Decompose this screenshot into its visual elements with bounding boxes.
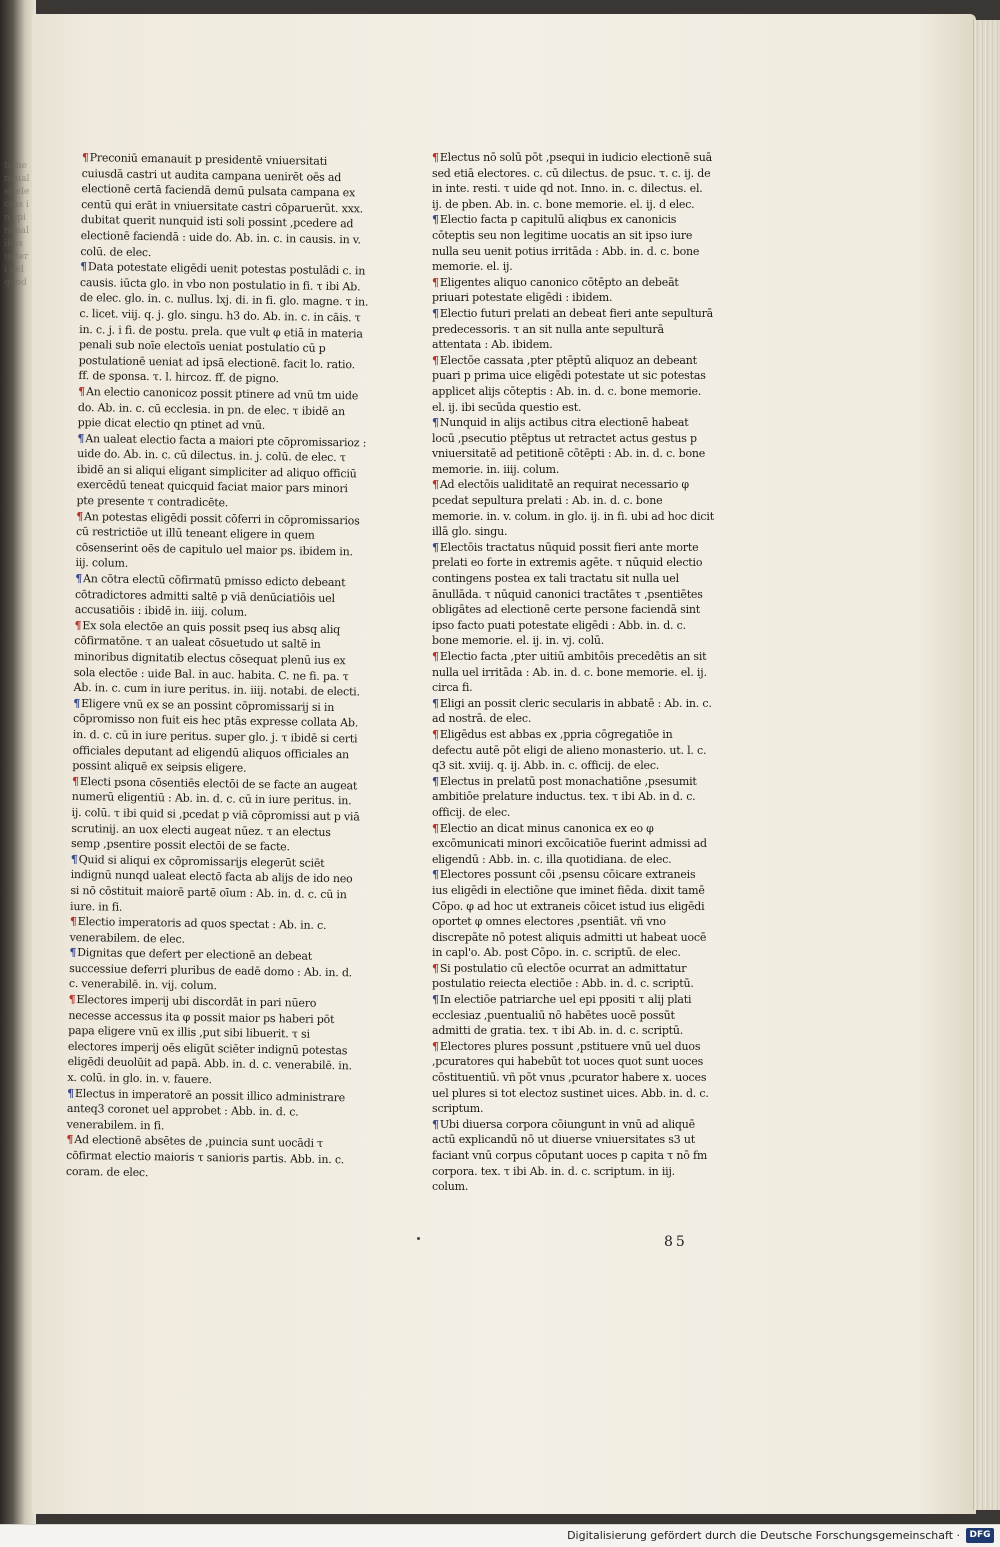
paragraph-mark-icon: ¶ bbox=[432, 774, 439, 788]
folio-number: 85 bbox=[664, 1234, 688, 1250]
entry-text: An potestas eligēdi possit cōferri in cōpromissarios cū restrictiōe ut illū teneant eligere in quem cōsenserint oēs de capitulo uel maior ps. ibidem in. iij. colum. bbox=[75, 509, 360, 571]
entry-text: Ubi diuersa corpora cōiungunt in vnū ad aliquē actū explicandū nō ut diuerse vniuersitates s3 ut faciant vnū corpus cōputant uoces p capita τ nō fm corpora. tex. τ ibi Ab. in. d. c. scriptum. in iij. colum. bbox=[432, 1117, 708, 1194]
paragraph-mark-icon: ¶ bbox=[432, 306, 439, 320]
entry-text: Electōe cassata ,pter ptēptū aliquoz an debeant puari p prima uice eligēdi potestate ut sic potestas applicet alijs cōteptis : Ab. in. d. c. bone memorie. el. ij. ibi secūda questio est. bbox=[432, 353, 706, 414]
text-entry bbox=[69, 945, 360, 996]
paragraph-mark-icon: ¶ bbox=[432, 353, 439, 367]
entry-text: Eligere vnū ex se an possint cōpromissarij si in cōpromisso non fuit eis hec ptās expresse collata Ab. in. d. c. cū in iure peritus. super glo. j. τ ibidē si certi officiales deputant ad eligendū aliquos officiales an possint aliquē ex seipsis eligere. bbox=[72, 696, 359, 775]
text-entry bbox=[76, 431, 367, 514]
digitization-footer bbox=[0, 1524, 1000, 1547]
paragraph-mark-icon: ¶ bbox=[432, 696, 439, 710]
text-entry bbox=[432, 821, 714, 868]
paragraph-mark-icon: ¶ bbox=[66, 1133, 74, 1147]
entry-text: Ex sola electōe an quis possit pseq ius absq aliq cōfirmatōne. τ an ualeat cōsuetudo ut saltē in minoribus dignitatib electus cōsequat plenū ius ex sola electōe : uide Bal. in auc. habita. C. ne fi. pa. τ Ab. in. c. cum in iure peritus. in. iiij. notabi. de electi. bbox=[73, 618, 360, 699]
text-entry bbox=[432, 415, 714, 477]
entry-text: Electio facta ,pter uitiū ambitōis precedētis an sit nulla uel irritāda : Ab. in. d. c. bone memorie. el. ij. circa fi. bbox=[432, 650, 707, 695]
entry-text: Electio facta p capitulū aliqbus ex canonicis cōteptis seu non legitime uocatis an sit ipso iure nulla seu uenit potius irritāda : Abb. in. d. c. bone memorie. el. ij. bbox=[432, 213, 700, 274]
text-entry bbox=[432, 867, 714, 961]
entry-text: Si postulatio cū electōe ocurrat an admittatur postulatio reiecta electiōe : Abb. in. d. c. scriptū. bbox=[432, 961, 694, 991]
paragraph-mark-icon: ¶ bbox=[432, 540, 439, 554]
paragraph-mark-icon: ¶ bbox=[69, 914, 77, 929]
entry-text: Eligentes aliquo canonico cōtēpto an debeāt priuari potestate eligēdi : ibidem. bbox=[432, 275, 679, 305]
paragraph-mark-icon: ¶ bbox=[76, 509, 84, 523]
text-entry bbox=[432, 150, 714, 212]
entry-text: An cōtra electū cōfirmatū pmisso edicto debeant cōtradictores admitti saltē p viā denūciatiōis uel accusatiōis : ibidē in. iiij. colum. bbox=[74, 572, 346, 619]
paragraph-mark-icon: ¶ bbox=[71, 774, 79, 788]
paragraph-mark-icon: ¶ bbox=[78, 384, 86, 398]
entry-text: Eligēdus est abbas ex ,ppria cōgregatiōe in defectu autē pōt eligi de alieno monasterio. ut. l. c. q3 sit. xviij. q. ij. Abb. in. c. officij. de elec. bbox=[432, 727, 707, 773]
paragraph-mark-icon: ¶ bbox=[81, 150, 89, 165]
text-entry bbox=[432, 353, 714, 415]
entry-text: Electus nō solū pōt ,psequi in iudicio electionē suā sed etiā electores. c. cū dilectus. de psuc. τ. c. ij. de in inte. resti. τ uide qd not. Inno. in. c. dilectus. el. ij. de pben. Ab. in. c. bone memorie. el. ij. d elec. bbox=[432, 151, 712, 211]
entry-text: Ad electōis ualiditatē an requirat necessario φ pcedat sepultura prelati : Ab. in. d. c. bone memorie. in. v. colum. in glo. ij. in fi. ubi ad hoc dicit illā glo. singu. bbox=[432, 478, 714, 539]
entry-text: Electus in prelatū post monachatiōne ,psesumit ambitiōe prelature inductus. tex. τ ibi Ab. in d. c. officij. de elec. bbox=[432, 774, 697, 819]
paragraph-mark-icon: ¶ bbox=[432, 993, 439, 1007]
paragraph-mark-icon: ¶ bbox=[432, 478, 439, 492]
paragraph-mark-icon: ¶ bbox=[432, 213, 439, 227]
text-entry bbox=[432, 774, 714, 821]
paragraph-mark-icon: ¶ bbox=[432, 868, 439, 882]
paragraph-mark-icon: ¶ bbox=[432, 275, 439, 289]
paragraph-mark-icon: ¶ bbox=[432, 1039, 439, 1053]
entry-text: Eligi an possit cleric secularis in abbatē : Ab. in. c. ad nostrā. de elec. bbox=[432, 696, 712, 726]
entry-text: An electio canonicoz possit ptinere ad vnū tm uide do. Ab. in. c. cū ecclesia. in pn. de elec. τ ibidē an ppie dicat electio qn ptinet ad vnū. bbox=[77, 384, 359, 433]
text-entry bbox=[66, 1132, 357, 1183]
paragraph-mark-icon: ¶ bbox=[67, 1086, 75, 1100]
text-entry bbox=[72, 696, 363, 779]
entry-text: An ualeat electio facta a maiori pte cōpromissarioz : uide do. Ab. in. c. cū dilectus. in. j. colū. de elec. τ ibidē an si aliqui eligant simpliciter ad aliquo officiū exercēdū teneat quicquid faciat maior pars minori pte presente τ contradicēte. bbox=[76, 431, 367, 510]
footer-credit: Digitalisierung gefördert durch die Deutsche Forschungsgemeinschaft · bbox=[567, 1529, 960, 1542]
entry-text: Data potestate eligēdi uenit potestas postulādi c. in causis. iūcta glo. in vbo non postulatio in fi. τ ibi Ab. de elec. glo. in. c. nullus. lxj. di. in fi. glo. magne. τ in. c. licet. viij. q. j. glo. singu. h3 do. Ab. in. c. in cāis. τ in. c. j. i fi. de postu. prela. que vult φ etiā in materia penali sub noīe electoīs ueniat postulatio cū p postulationē ueniat ad ipsā electionē. facit lo. ratio. ff. de sponsa. τ. l. hircoz. ff. de pigno. bbox=[78, 260, 369, 386]
text-entry bbox=[73, 618, 364, 701]
entry-text: Nunquid in alijs actibus citra electionē habeat locū ,psecutio ptēptus ut retractet actus gestus p vniuersitatē ad petitionē cōtēpti : Ab. in. d. c. bone memorie. in. iiij. colum. bbox=[432, 416, 706, 476]
entry-text: Electi psona cōsentiēs electōi de se facte an augeat numerū eligentiū : Ab. in. d. c. cū in iure peritus. in. ij. colū. τ ibi quid si ,pcedat p viā cōpromissi aut p viā scrutinij. an uox electi augeat nūez. τ an electus semp ,psentire possit electōi de se facte. bbox=[71, 774, 360, 854]
entry-text: Electio an dicat minus canonica ex eo φ excōmunicati minori excōicatiōe fuerint admissi ad eligendū : Abb. in. c. illa quotidiana. de elec. bbox=[432, 821, 707, 866]
signature-mark bbox=[417, 1237, 420, 1240]
paragraph-mark-icon: ¶ bbox=[75, 571, 83, 586]
text-entry bbox=[67, 1086, 358, 1137]
paragraph-mark-icon: ¶ bbox=[74, 618, 82, 632]
paragraph-mark-icon: ¶ bbox=[432, 1117, 439, 1131]
left-text-column bbox=[66, 150, 372, 1184]
paragraph-mark-icon: ¶ bbox=[77, 431, 85, 445]
paragraph-mark-icon: ¶ bbox=[69, 946, 77, 960]
entry-text: Ad electionē absētes de ,puincia sunt uocādi τ cōfirmat electio maioris τ sanioris partis. Abb. in. c. coram. de elec. bbox=[65, 1133, 345, 1179]
right-text-column bbox=[432, 150, 714, 1195]
paragraph-mark-icon: ¶ bbox=[432, 416, 439, 430]
text-entry bbox=[67, 992, 358, 1090]
paragraph-mark-icon: ¶ bbox=[73, 696, 81, 710]
text-entry bbox=[80, 150, 372, 264]
paragraph-mark-icon: ¶ bbox=[80, 260, 88, 274]
dfg-logo: DFG bbox=[966, 1528, 994, 1543]
paragraph-mark-icon: ¶ bbox=[432, 821, 439, 835]
entry-text: Electio imperatoris ad quos spectat : Ab. in. c. venerabilem. de elec. bbox=[69, 915, 327, 946]
text-entry bbox=[432, 1039, 714, 1117]
entry-text: Preconiū emanauit p presidentē vniuersitati cuiusdā castri ut audita campana uenirēt oēs ad electionē certā faciendā demū pulsata campana ex centū qui erāt in vniuersitate castri cōparuerūt. xxx. dubitat querit nunquid isti soli possint ,pcedere ad electionē faciendā : uide do. Ab. in. c. in causis. in v. colū. de elec. bbox=[80, 151, 364, 259]
text-entry bbox=[432, 696, 714, 727]
paragraph-mark-icon: ¶ bbox=[432, 961, 439, 975]
facing-page-text: tionem ualet electus in spiritualibus ueteri uel quod bbox=[4, 161, 30, 288]
text-entry bbox=[70, 914, 360, 950]
text-entry bbox=[78, 384, 369, 435]
text-entry bbox=[432, 649, 714, 696]
text-entry bbox=[432, 992, 714, 1039]
entry-text: Electores plures possunt ,pstituere vnū uel duos ,pcuratores qui habebūt tot uoces quot sunt uoces cōstituentiū. vñ pōt vnus ,pcurator habere x. uoces uel plures si tot electoz sustinet uices. Abb. in. d. c. scriptum. bbox=[432, 1039, 709, 1116]
entry-text: Dignitas que defert per electionē an debeat successiue deferri pluribus de eadē domo : Ab. in. d. c. venerabilē. in. vij. colum. bbox=[68, 946, 353, 993]
text-entry bbox=[71, 774, 362, 857]
text-entry bbox=[432, 961, 714, 992]
text-entry bbox=[432, 1117, 714, 1195]
entry-text: Electio futuri prelati an debeat fieri ante sepulturā predecessoris. τ an sit nulla ante sepulturā attentata : Ab. ibidem. bbox=[432, 306, 714, 352]
entry-text: Electōis tractatus nūquid possit fieri ante morte prelati eo forte in extremis agēte. τ nūquid electio contingens postea ex tali tractatu sit nulla uel ānullāda. τ nūquid canonici tractātes τ ,psentiētes obligātes ad electionē certe persone faciendā sint ipso facto puati potestate eligēdi : Abb. in. d. c. bone memorie. el. ij. in. vj. colū. bbox=[432, 540, 703, 648]
facing-page-edge bbox=[0, 0, 36, 1524]
text-entry bbox=[432, 477, 714, 539]
paragraph-mark-icon: ¶ bbox=[432, 727, 439, 741]
entry-text: Electores imperij ubi discordāt in pari nūero necesse accessus ita φ possit maior ps haberi pōt papa eligere vnū ex illis ,put sibi libuerit. τ si electores imperij oēs eligūt sciēter indignū potestas eligēdi deuolūit ad papā. Abb. in. d. c. venerabilē. in. x. colū. in glo. in. v. fauere. bbox=[67, 993, 352, 1087]
paragraph-mark-icon: ¶ bbox=[432, 151, 439, 164]
paragraph-mark-icon: ¶ bbox=[68, 992, 76, 1007]
text-entry bbox=[432, 275, 714, 306]
text-entry bbox=[432, 212, 714, 274]
text-entry bbox=[432, 727, 714, 774]
page-edges bbox=[973, 20, 1000, 1510]
entry-text: In electiōe patriarche uel epi ppositi τ alij plati ecclesiaz ,puentualiū nō habētes uocē possūt admitti de gratia. tex. τ ibi Ab. in. d. c. scriptū. bbox=[432, 993, 692, 1038]
text-entry bbox=[432, 306, 714, 353]
entry-text: Electus in imperatorē an possit illico administrare anteq3 coronet uel approbet : Abb. in. d. c. venerabilem. in fi. bbox=[66, 1086, 346, 1133]
paragraph-mark-icon: ¶ bbox=[70, 852, 78, 866]
entry-text: Electores possunt cōi ,psensu cōicare extraneis ius eligēdi in electiōne que iminet fiēda. dixit tamē Cōpo. φ ad hoc ut extraneis cōicet istud ius eligēdi oportet φ omnes electores ,psentiāt. vñ vno discrepāte nō potest aliquis admitti ut habeat uocē in capl'o. Ab. post Cōpo. in. c. scriptū. de elec. bbox=[432, 868, 707, 960]
text-entry bbox=[432, 540, 714, 649]
text-entry bbox=[78, 259, 370, 388]
entry-text: Quid si aliqui ex cōpromissarijs elegerūt sciēt indignū nunqd ualeat electō facta ab alijs de ido neo si nō cōstituit maiorē partē oīum : Ab. in. d. c. cū in iure. in fi. bbox=[70, 852, 353, 914]
text-entry bbox=[70, 852, 361, 919]
text-entry bbox=[75, 571, 366, 622]
paragraph-mark-icon: ¶ bbox=[432, 650, 439, 663]
text-entry bbox=[75, 509, 366, 576]
